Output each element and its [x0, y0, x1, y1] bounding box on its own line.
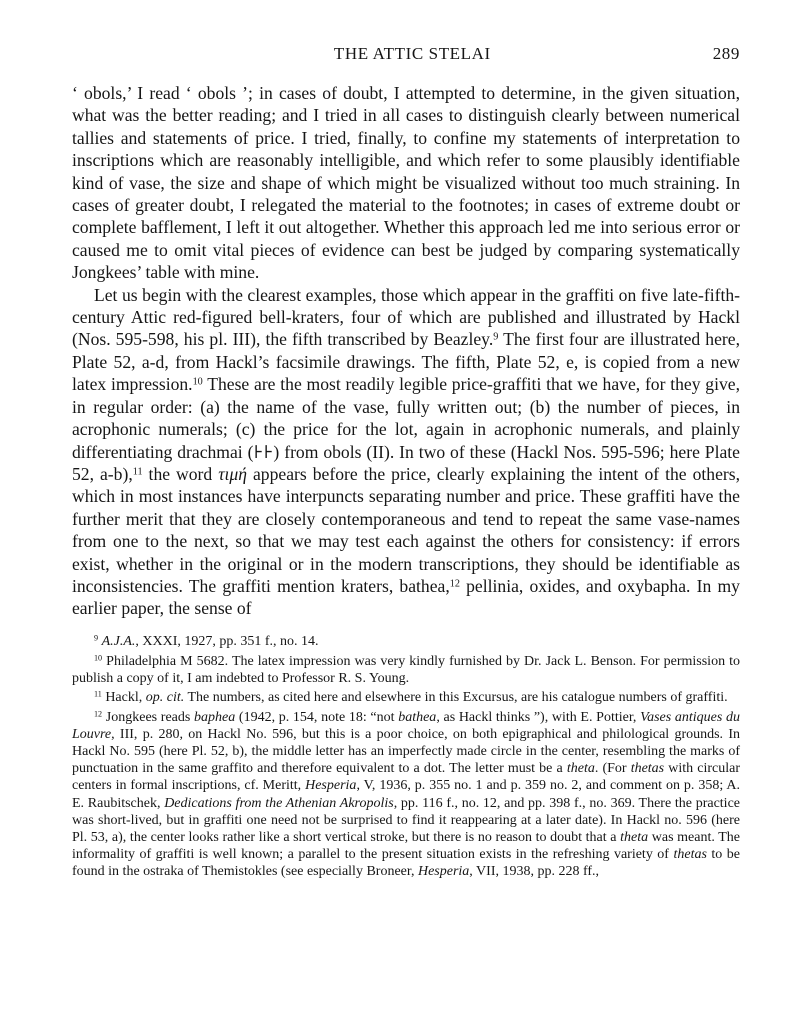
paragraph: [72, 82, 740, 284]
running-title: THE ATTIC STELAI: [333, 44, 491, 63]
footnote-text: , V, 1936, p. 355 no. 1 and p. 359 no. 2, and comment on p. 358; A. E. Raubitschek,: [72, 778, 740, 811]
paragraph-text: the word: [142, 463, 219, 484]
footnote-mark: 10: [94, 653, 103, 663]
footnote-text: , VII, 1938, pp. 228 ff.,: [469, 864, 600, 880]
greek-word: τιμή: [218, 463, 247, 484]
footnote-italic: Hesperia: [417, 864, 470, 880]
footnote-italic: op. cit.: [145, 690, 185, 706]
footnote-ref-10[interactable]: 10: [192, 376, 203, 388]
footnote-ref-12[interactable]: 12: [449, 578, 460, 590]
footnote-text: The numbers, as cited here and elsewhere in this Excursus, are his catalogue numbers of graffiti.: [184, 690, 728, 706]
footnote-ref-11[interactable]: 11: [132, 466, 143, 478]
footnote-text: , pp. 116 f., no. 12, and pp. 398 f., no. 369. There the practice was short-lived, but in graffiti one need not be surprised to find it reappearing at a later date). In Hackl no. 596 (here Pl. 53, a), the center looks rather like a short vertical stroke, but there is no reason to doubt that a: [72, 795, 740, 845]
footnote-text: . (For: [594, 761, 631, 777]
footnote-mark: 9: [94, 633, 99, 643]
body-text: [72, 82, 740, 620]
footnote-text: , III, p. 280, on Hackl No. 596, but this is a poor choice, on both epigraphical and philological grounds. In Hackl No. 595 (here Pl. 52, b), the middle letter has an imperfectly made circle in the center, resembling the marks of punctuation in the same graffito and therefore equivalent to a dot. The letter must be a: [72, 726, 740, 777]
footnote-text: to be found in the ostraka of Themistokles (see especially Broneer,: [72, 847, 740, 880]
paragraph: [72, 284, 740, 620]
paragraph-text: Let us begin with the clearest examples, those which appear in the graffiti on five late-fifth-century Attic red-figured bell-kraters, four of which are published and illustrated by Hackl (Nos. 595-598, his pl. III), the fifth transcribed by Beazley.: [72, 284, 740, 350]
footnote-text: Philadelphia M 5682. The latex impression was very kindly furnished by Dr. Jack L. Benson. For permission to publish a copy of it, I am indebted to Professor R. S. Young.: [72, 653, 741, 687]
footnote-mark: 11: [94, 689, 102, 699]
footnote-italic: Dedications from the Athenian Akropolis: [164, 795, 394, 811]
paragraph-text: ‘ obols,’ I read ‘ obols ’; in cases of doubt, I attempted to determine, in the given situation, what was the better reading; and I tried in all cases to distinguish clearly between numerical tallies and statements of price. I tried, finally, to confine my statements of interpretation to inscriptions which are reasonably intelligible, and which refer to some plausibly identifiable kind of vase, the size and shape of which might be visualized without too much straining. In cases of greater doubt, I relegated the material to the footnotes; in cases of extreme doubt or complete bafflement, I left it out altogether. Whether this approach led me into serious error or caused me to omit vital pieces of evidence can best be judged by comparing systematically Jongkees’ table with mine.: [72, 83, 740, 283]
footnote-mark: 12: [94, 709, 103, 719]
footnote-italic: theta: [620, 829, 649, 845]
running-header: [72, 44, 740, 82]
footnote-9: [72, 633, 740, 650]
paragraph-text: The first four are illustrated here, Plate 52, a-d, from Hackl’s facsimile drawings. The fifth, Plate 52, e, is copied from a new latex impression.: [72, 329, 740, 395]
page-number: 289: [712, 44, 740, 63]
footnote-10: [72, 653, 740, 687]
footnote-italic: thetas: [630, 761, 665, 777]
footnote-italic: bathea: [398, 709, 437, 725]
footnotes: [72, 633, 740, 881]
footnote-italic: Hesperia: [305, 778, 357, 794]
footnote-text: Jongkees reads: [105, 709, 195, 725]
footnote-text: with circular centers in formal inscriptions, cf. Meritt,: [72, 761, 740, 794]
footnote-text: was meant. The informality of graffiti is well known; a parallel to the present situation exists in the refreshing variety of: [72, 829, 740, 863]
footnote-italic: thetas: [673, 847, 707, 863]
footnote-text: , as Hackl thinks ”), with E. Pottier,: [436, 709, 641, 725]
footnote-italic: baphea: [194, 709, 236, 725]
footnote-12: [72, 709, 740, 881]
footnote-text: Hackl,: [105, 690, 146, 706]
footnote-text: , XXXI, 1927, pp. 351 f., no. 14.: [135, 633, 319, 649]
footnote-11: [72, 689, 740, 706]
paragraph-text: These are the most readily legible price-graffiti that we have, for they give, in regular order: (a) the name of the vase, fully written out; (b) the number of pieces, in acrophonic numerals; (c) the price for the lot, again in acrophonic numerals, and plainly differentiating drachmai (⊦⊦) from obols (II). In two of these (Hackl Nos. 595-596; here Plate 52, a-b),: [72, 374, 740, 484]
footnote-text: (1942, p. 154, note 18: “not: [235, 709, 399, 725]
page: [72, 44, 740, 883]
footnote-ref-9[interactable]: 9: [493, 331, 499, 343]
paragraph-text: appears before the price, clearly explaining the intent of the others, which in most instances have interpuncts separating number and price. These graffiti have the further merit that they are closely contemporaneous and tend to repeat the same vase-names from one to the next, so that we may test each against the others for consistency: if errors exist, whether in the original or in the modern transcriptions, they should be identifiable as inconsistencies. The graffiti mention kraters, bathea,: [72, 463, 740, 596]
footnote-italic: Vases antiques du Louvre: [72, 709, 741, 742]
footnote-italic: theta: [566, 761, 595, 777]
footnote-italic: A.J.A.: [101, 633, 136, 649]
paragraph-text: pellinia, oxides, and oxybapha. In my earlier paper, the sense of: [72, 575, 740, 619]
